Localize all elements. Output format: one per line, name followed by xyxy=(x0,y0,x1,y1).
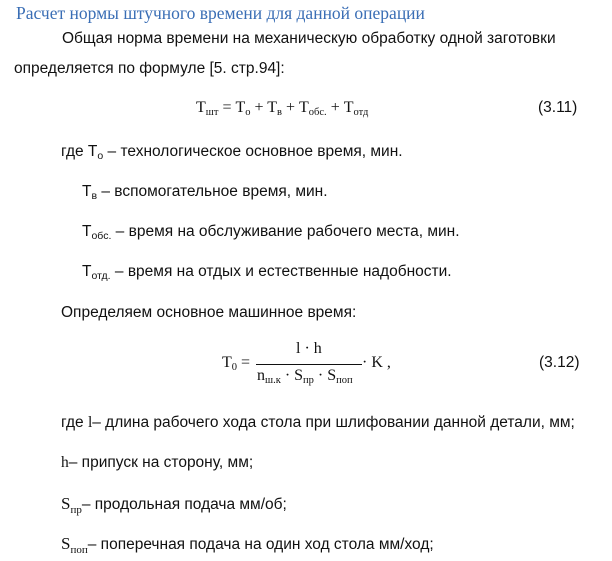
def-to: где $T_о$ – технологическое основное время, мин. xyxy=(61,143,403,162)
section-heading: Расчет нормы штучного времени для данной операции xyxy=(16,3,425,23)
def-spr: $S_{пр}-$ продольная подача мм/об; xyxy=(61,494,287,516)
intro-line-1: Общая норма времени на механическую обработку одной заготовки xyxy=(62,30,556,47)
def-totd: $T_{отд.}$ – время на отдых и естественные надобности. xyxy=(82,263,452,282)
def-tv: $T_в$ – вспомогательное время, мин. xyxy=(82,183,328,202)
def-l: где l– длина рабочего хода стола при шлифовании данной детали, мм; xyxy=(61,414,575,431)
formula-3-12-denominator: $n_{ш.к} \cdot S_{пр} \cdot S_{поп}$ xyxy=(257,367,353,386)
intro-line-2: определяется по формуле [5. стр.94]: xyxy=(14,60,285,77)
fraction-bar xyxy=(256,364,362,365)
def-h: h– припуск на сторону, мм; xyxy=(61,454,254,471)
formula-3-12-tail: · K , xyxy=(362,354,391,371)
equation-number-3-12: (3.12) xyxy=(539,354,580,371)
formula-3-12-lhs: $T_0$ = xyxy=(222,354,251,373)
def-tobs: $T_{обс.}$ – время на обслуживание рабочего места, мин. xyxy=(82,223,460,242)
para-machine-time: Определяем основное машинное время: xyxy=(61,304,357,321)
formula-3-12-numerator: l · h xyxy=(296,340,322,357)
equation-number-3-11: (3.11) xyxy=(538,99,578,116)
def-spop: $S_{поп}-$ поперечная подача на один ход стола мм/ход; xyxy=(61,534,434,556)
formula-3-11: $T_{шт} = T_o + T_в + T_{обс.} + T_{отд}$ xyxy=(196,99,369,118)
